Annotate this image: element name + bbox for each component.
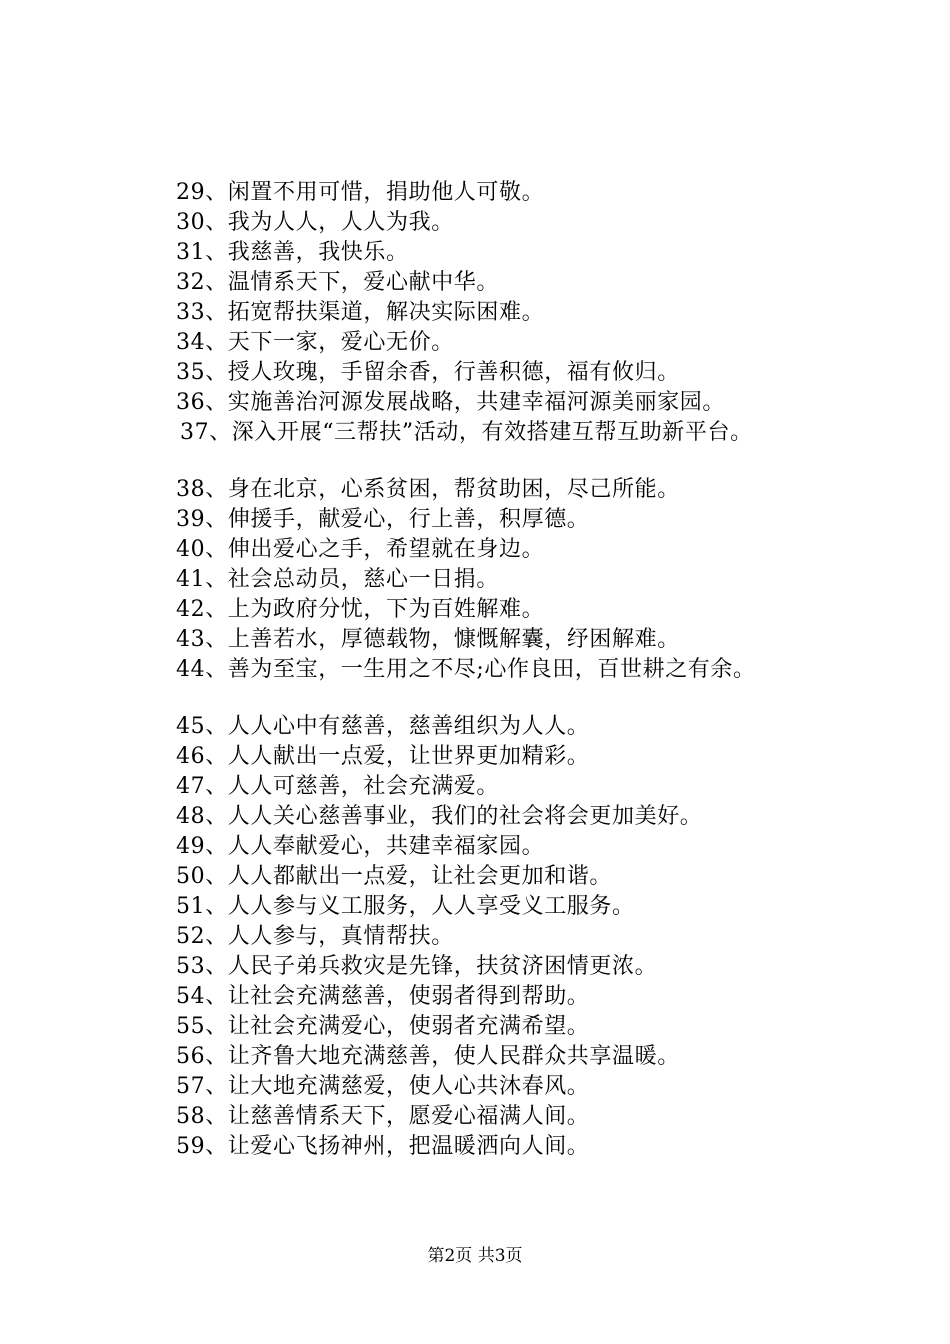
list-item: 44、善为至宝，一生用之不尽;心作良田，百世耕之有余。 [176, 657, 756, 682]
list-item: 45、人人心中有慈善，慈善组织为人人。 [176, 714, 590, 739]
list-item: 41、社会总动员，慈心一日捐。 [176, 567, 499, 592]
list-item: 46、人人献出一点爱，让世界更加精彩。 [176, 744, 590, 769]
list-item: 53、人民子弟兵救灾是先锋，扶贫济困情更浓。 [176, 954, 658, 979]
list-item: 40、伸出爱心之手，希望就在身边。 [176, 537, 545, 562]
list-item: 49、人人奉献爱心，共建幸福家园。 [176, 834, 545, 859]
list-item: 56、让齐鲁大地充满慈善，使人民群众共享温暖。 [176, 1044, 680, 1069]
list-item: 35、授人玫瑰，手留余香，行善积德，福有攸归。 [176, 360, 680, 385]
slogan-list [176, 178, 916, 1162]
list-item: 42、上为政府分忧，下为百姓解难。 [176, 597, 545, 622]
list-item: 34、天下一家，爱心无价。 [176, 330, 454, 355]
list-item: 29、闲置不用可惜，捐助他人可敬。 [176, 180, 545, 205]
list-item: 43、上善若水，厚德载物，慷慨解囊，纾困解难。 [176, 627, 680, 652]
list-item: 52、人人参与，真情帮扶。 [176, 924, 454, 949]
list-item: 30、我为人人，人人为我。 [176, 210, 454, 235]
list-item: 47、人人可慈善，社会充满爱。 [176, 774, 499, 799]
list-item: 57、让大地充满慈爱，使人心共沐春风。 [176, 1074, 590, 1099]
paragraph-gap [176, 685, 916, 712]
list-item: 48、人人关心慈善事业，我们的社会将会更加美好。 [176, 804, 703, 829]
list-item: 59、让爱心飞扬神州，把温暖洒向人间。 [176, 1134, 590, 1159]
list-item: 54、让社会充满慈善，使弱者得到帮助。 [176, 984, 590, 1009]
list-item: 32、温情系天下，爱心献中华。 [176, 270, 499, 295]
list-item: 50、人人都献出一点爱，让社会更加和谐。 [176, 864, 612, 889]
list-item: 55、让社会充满爱心，使弱者充满希望。 [176, 1014, 590, 1039]
list-item: 51、人人参与义工服务，人人享受义工服务。 [176, 894, 635, 919]
list-item: 33、拓宽帮扶渠道，解决实际困难。 [176, 300, 545, 325]
list-item: 37、深入开展“三帮扶”活动，有效搭建互帮互助新平台。 [180, 420, 753, 445]
list-item: 31、我慈善，我快乐。 [176, 240, 409, 265]
list-item: 39、伸援手，献爱心，行上善，积厚德。 [176, 507, 590, 532]
list-item: 38、身在北京，心系贫困，帮贫助困，尽己所能。 [176, 477, 680, 502]
list-item: 58、让慈善情系天下，愿爱心福满人间。 [176, 1104, 590, 1129]
page-number-footer: 第2页 共3页 [427, 1246, 523, 1266]
list-item: 36、实施善治河源发展战略，共建幸福河源美丽家园。 [176, 390, 725, 415]
paragraph-gap [176, 448, 916, 475]
